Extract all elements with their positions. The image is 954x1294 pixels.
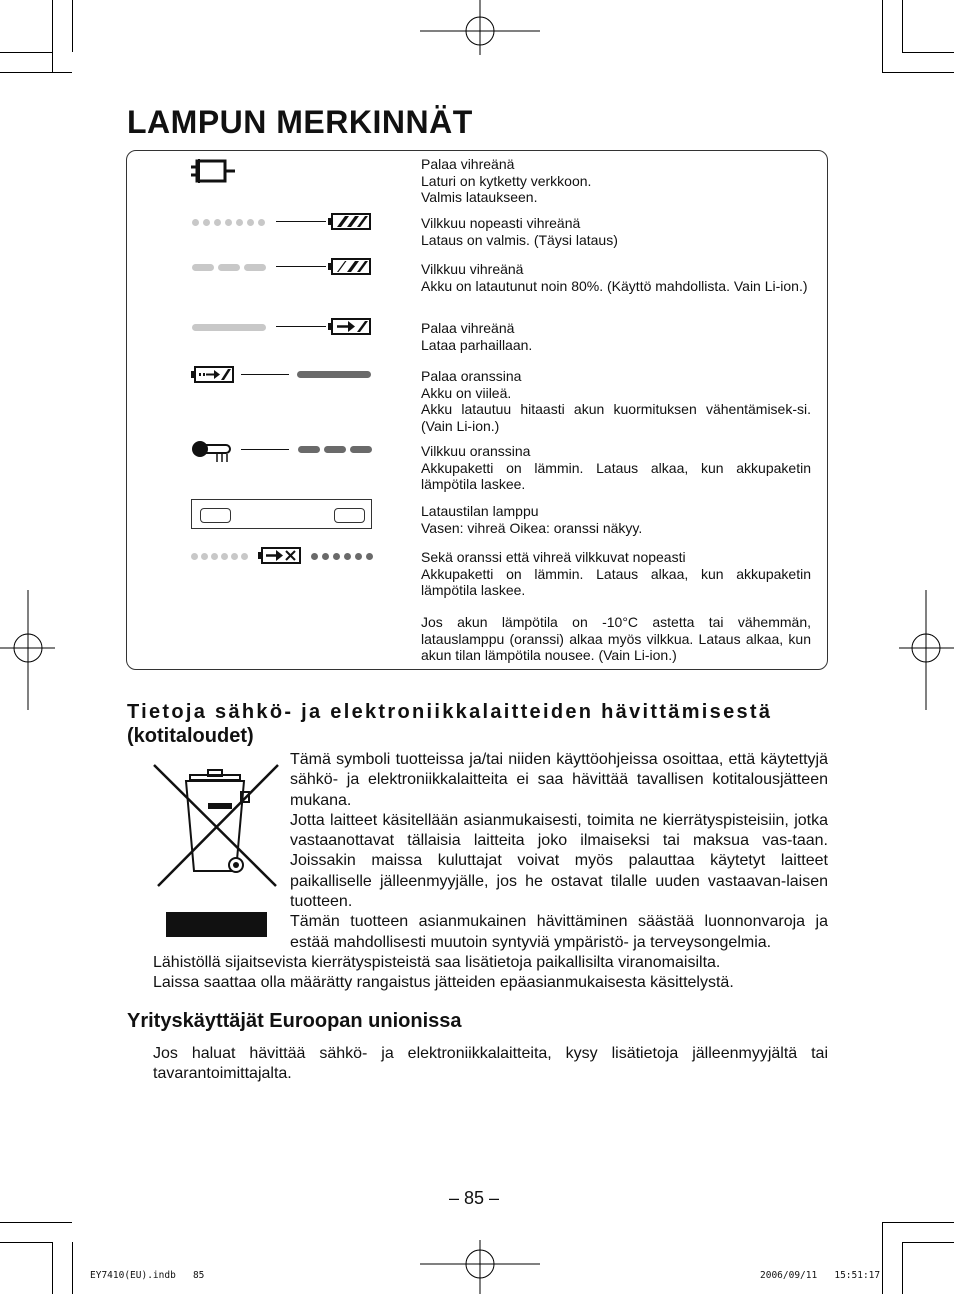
registration-mark-right: [899, 590, 954, 710]
lamp-dot: [214, 219, 221, 226]
lamp-dot: [225, 219, 232, 226]
lamp-dot: [203, 219, 210, 226]
lamp-dot: [201, 553, 208, 560]
connector-line: [241, 449, 289, 450]
lamp-bar-orange: [298, 446, 320, 453]
lamp-row-2-text: Vilkkuu nopeasti vihreänä Lataus on valmis. (Täysi lataus): [421, 215, 618, 248]
crop-mark: [0, 1222, 72, 1223]
business-heading: Yrityskäyttäjät Euroopan unionissa: [127, 1010, 462, 1032]
lamp-dot: [231, 553, 238, 560]
lamp-row-8-text: Sekä oranssi että vihreä vilkkuvat nopeasti Akkupaketti on lämmin. Lataus alkaa, kun akkupaketin lämpötila laskee.: [421, 549, 811, 598]
crop-mark: [882, 1222, 883, 1294]
lamp-bar: [192, 264, 214, 271]
lamp-dot: [258, 219, 265, 226]
crop-mark: [72, 0, 73, 52]
lamp-dot: [236, 219, 243, 226]
lamp-dot-orange: [366, 553, 373, 560]
crop-mark: [0, 1242, 52, 1243]
lamp-row-5-text: Palaa oranssina Akku on viileä. Akku latautuu hitaasti akun kuormituksen vähentämisek-si. (Vain Li-ion.): [421, 368, 811, 434]
lamp-bar: [218, 264, 240, 271]
lamp-row-1-text: Palaa vihreänä Laturi on kytketty verkkoon. Valmis lataukseen.: [421, 156, 592, 205]
battery-cold-icon: [191, 366, 237, 384]
lamp-dot-orange: [333, 553, 340, 560]
crop-mark: [0, 72, 72, 73]
crop-mark: [882, 72, 954, 73]
footer-file: EY7410(EU).indb 85: [90, 1270, 205, 1281]
connector-line: [241, 374, 289, 375]
connector-line: [276, 266, 326, 267]
orange-lamp: [334, 508, 365, 523]
charge-lamp-panel: [191, 499, 372, 529]
crop-mark: [902, 0, 903, 52]
business-text: Jos haluat hävittää sähkö- ja elektroniikkalaitteita, kysy lisätietoja jälleenmyyjältä tai tavarantoimittajalta.: [153, 1045, 828, 1083]
connector-line: [276, 326, 326, 327]
battery-error-icon: [258, 547, 304, 565]
lamp-note-text: Jos akun lämpötila on -10°C astetta tai vähemmän, latauslamppu (oranssi) alkaa myös vilkkua. Lataus alkaa, kun akun tilan lämpötila nousee. (Vain Li-ion.): [421, 614, 811, 663]
lamp-bar-solid-orange: [297, 371, 371, 378]
lamp-dot: [221, 553, 228, 560]
crop-mark: [882, 1222, 954, 1223]
lamp-row-4-text: Palaa vihreänä Lataa parhaillaan.: [421, 320, 533, 353]
lamp-dot-orange: [311, 553, 318, 560]
lamp-row-6-text: Vilkkuu oranssina Akkupaketti on lämmin. Lataus alkaa, kun akkupaketin lämpötila laskee.: [421, 443, 811, 492]
lamp-row-3-text: Vilkkuu vihreänä Akku on latautunut noin 80%. (Käyttö mahdollista. Vain Li-ion.): [421, 261, 808, 294]
crossed-bin-icon: [150, 760, 282, 940]
battery-full-icon: [328, 213, 372, 231]
lamp-dot-orange: [344, 553, 351, 560]
battery-charging-icon: [328, 318, 372, 336]
lamp-bar-orange: [324, 446, 346, 453]
crop-mark: [882, 0, 883, 72]
disposal-paragraph-2: Lähistöllä sijaitsevista kierrätyspisteistä saa lisätietoja paikallisilta viranomaisilta. Laissa saattaa olla määrätty rangaistus jätteiden epäasianmukaisesta käsittelystä.: [153, 954, 734, 992]
registration-mark-left: [0, 590, 55, 710]
lamp-dot-orange: [322, 553, 329, 560]
crop-mark: [0, 52, 52, 53]
registration-mark-top: [420, 0, 540, 55]
lamp-dot: [191, 553, 198, 560]
crop-mark: [902, 1242, 903, 1294]
crop-mark: [72, 1242, 73, 1294]
connector-line: [276, 221, 326, 222]
lamp-bar-solid: [192, 324, 266, 331]
lamp-bar-orange: [350, 446, 372, 453]
page-title: LAMPUN MERKINNÄT: [127, 104, 473, 140]
thermometer-icon: [191, 440, 237, 464]
lamp-row-7-text: Lataustilan lamppu Vasen: vihreä Oikea: oranssi näkyy.: [421, 503, 643, 536]
disposal-heading: Tietoja sähkö- ja elektroniikkalaitteiden hävittämisestä (kotitaloudet): [127, 701, 773, 747]
registration-mark-bottom: [420, 1240, 540, 1294]
crop-mark: [52, 0, 53, 72]
disposal-paragraph-1: Tämä symboli tuotteissa ja/tai niiden käyttöohjeissa osoittaa, että käytettyjä sähkö- ja elektroniikkalaitteita ei saa hävittää tavallisen kotitalousjätteen mukana. Jotta laitteet käsitellään asianmukaisesti, toimita ne kierrätyspisteisiin, jotka vastaanottavat tällaisia laitteita joko ilmaiseksi tai maksua vas-taan. Joissakin maissa kuluttajat voivat myös palauttaa käytetyt laitteet paikalliselle jälleenmyyjälle, jos he ostavat tilalle uuden vastaavan-laisen tuotteen. Tämän tuotteen asianmukainen hävittäminen säästää luonnonvaroja ja estää mahdollisesti muutoin syntyviä ympäristö- ja terveysongelmia.: [290, 751, 828, 951]
lamp-dot-orange: [355, 553, 362, 560]
page-number: – 85 –: [449, 1188, 500, 1208]
footer-timestamp: 2006/09/11 15:51:17: [760, 1270, 881, 1281]
plug-icon: [191, 157, 237, 185]
crop-mark: [52, 1242, 53, 1294]
lamp-dot: [241, 553, 248, 560]
lamp-dot: [192, 219, 199, 226]
lamp-dot: [247, 219, 254, 226]
crop-mark: [902, 1242, 954, 1243]
battery-80-icon: [328, 258, 372, 276]
lamp-bar: [244, 264, 266, 271]
green-lamp: [200, 508, 231, 523]
lamp-dot: [211, 553, 218, 560]
crop-mark: [902, 52, 954, 53]
